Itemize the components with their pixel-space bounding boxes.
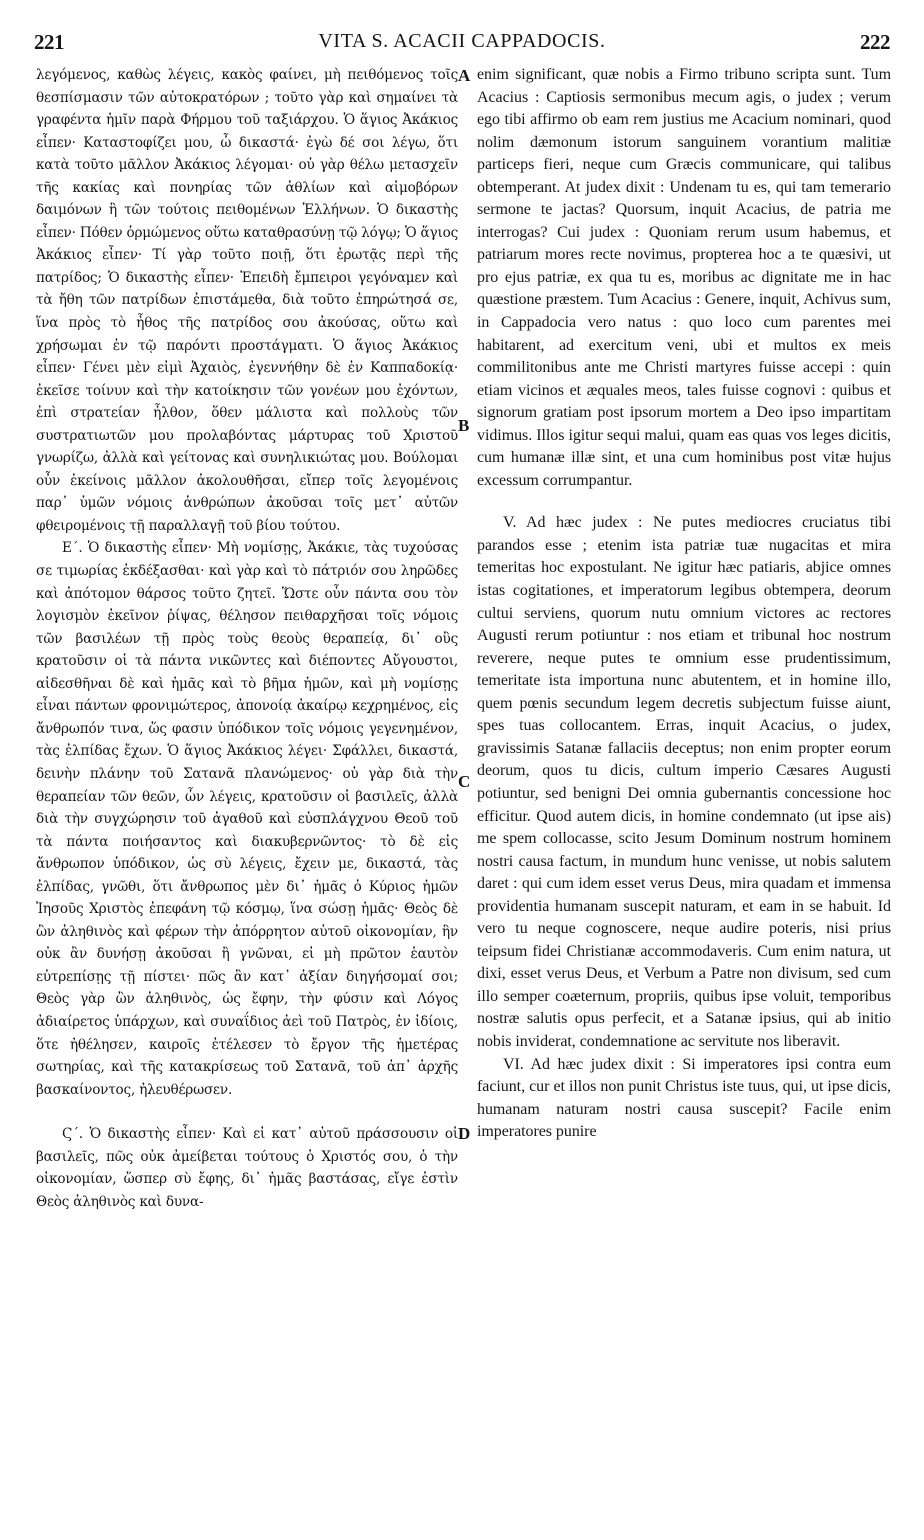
latin-column [477, 64, 891, 1534]
running-title: VITA S. ACACII CAPPADOCIS. [318, 30, 606, 52]
greek-column [36, 64, 458, 1534]
margin-marker-a: A [458, 66, 471, 85]
latin-paragraph-5: V. Ad hæc judex : Ne putes mediocres cruciatus tibi parandos esse ; etenim ista patriæ tuæ nugacitas et mira temeritas hoc expostulant. Ne igitur hæc patiaris, abjice omnes istas cogitationes, et imperatorum legibus obtempera, deorum cultui serviens, quorum nutu omnium victores ac rectores Augusti rerum potiuntur : nos etiam et tribunal hoc nostrum reverere, neque putes te omnium esse prudentissimum, temeritate ista importuna nunc abutentem, et in homine illo, quem pœnis secundum legem decretis subjectum fuisse aiunt, spes tuas collocantem. Erras, inquit Acacius, o judex, gravissimis Satanæ fallaciis deceptus; non enim propter eorum deorum, quos tu dicis, cultum imperio Cæsares Augusti potiuntur, sed benigni Dei omnia gubernantis concessione hoc efficitur. Quod autem dicis, in homine condemnato (ut ipse ais) me spem collocasse, scito Jesum Dominum nostrum hominem nostri causa factum, in mundum hunc venisse, ut nobis salutem daret : qui cum idem esset verus Deus, mira quadam et immensa providentia humanam suscepit naturam, et eam in se habuit. Id vero tu neque cognoscere, neque audire poteris, nisi prius teipsum fidei Christianæ accommodaveris. Cum enim natura, ut dixi, esset verus Deus, et Verbum a Patre non divisum, sed cum illo semper coæternum, propriis, quibus ipse voluit, temporibus nostræ salutis opus perfecit, et a Satanæ ipsius, qui ab initio nobis inviderat, condemnatione ac servitute nos liberavit. [477, 514, 891, 1050]
greek-paragraph-1: λεγόμενος, καθὼς λέγεις, κακὸς φαίνει, μὴ πειθόμενος τοῖς θεσπίσμασιν τῶν αὐτοκρατόρων ; τοῦτο γὰρ καὶ σημαίνει τὰ γραφέντα ἡμῖν παρὰ Φήρμου τοῦ ταξιάρχου. Ὁ ἅγιος Ἀκάκιος εἶπεν· Καταστοφίζει μου, ὦ δικαστά· ἐγὼ δέ σοι λέγω, ὅτι κατὰ τοῦτο μᾶλλον Ἀκάκιος λέγομαι· οὐ γὰρ θέλω μετασχεῖν τῆς κακίας καὶ πονηρίας τῶν ἀθλίων καὶ αἱμοβόρων δαιμόνων ἢ τῶν τούτοις πειθομένων Ἑλλήνων. Ὁ δικαστὴς εἶπεν· Πόθεν ὁρμώμενος οὕτω καταθρασύνῃ τῷ λόγῳ; Ὁ ἅγιος Ἀκάκιος εἶπεν· Τί γὰρ τοῦτο ποιῇ, ὅτι ἐρωτᾷς περὶ τῆς πατρίδος; Ὁ δικαστὴς εἶπεν· Ἐπειδὴ ἔμπειροι γεγόναμεν καὶ τὰ ἤθη τῶν πατρίδων ἐπιστάμεθα, διὰ τοῦτο ἐπηρώτησά σε, ἵνα πρὸς τὸ ἦθος τῆς πατρίδος σου ἀκούσας, οὕτω καὶ χρήσωμαι ἐν τῷ παρόντι προστάγματι. Ὁ ἅγιος Ἀκάκιος εἶπεν· Γένει μὲν εἰμὶ Ἀχαιὸς, ἐγεννήθην δὲ ἐν Καππαδοκίᾳ· ἐκεῖσε τοίνυν καὶ τὴν κατοίκησιν τῶν γονέων μου ἐχόντων, ἐπὶ στρατείαν ἦλθον, ὅθεν μάλιστα καὶ πολλοὺς τῶν συστρατιωτῶν μου προλαβόντας μάρτυρας τοῦ Χριστοῦ γνωρίζω, ἀλλὰ καὶ γείτονας καὶ συνηλικιώτας μου. Βούλομαι οὖν ἐκείνοις μᾶλλον ἀκολουθῆσαι, εἴπερ τοῖς λεγομένοις παρ᾽ ὑμῶν νόμοις ἀνθρώπων ἀκοῦσαι τοῖς μετ᾽ αὐτῶν φθειρομένοις τῇ παραλλαγῇ τοῦ βίου τούτου. [36, 67, 458, 534]
latin-paragraph-6: VI. Ad hæc judex dixit : Si imperatores ipsi contra eum faciunt, cur et illos non punit Christus iste tuus, qui, ut ipse dicis, humanam naturam nostri causa suscepit? Facile enim imperatores punire [477, 1055, 891, 1141]
margin-marker-b: B [458, 416, 470, 435]
page-number-right: 222 [860, 30, 890, 54]
greek-paragraph-5: Ε΄. Ὁ δικαστὴς εἶπεν· Μὴ νομίσῃς, Ἀκάκιε, τὰς τυχούσας σε τιμωρίας ἐκδέξασθαι· καὶ γὰρ καὶ τὸ πάτριόν σου ληρῶδες καὶ ἀπότομον θάρσος τοῦτο ζητεῖ. Ὥστε οὖν πάντα σου τὸν λογισμὸν ἐκεῖνον ῥίψας, θέλησον πειθαρχῆσαι τοῖς νόμοις τῶν βασιλέων τῇ πρὸς τοὺς θεοὺς θεραπείᾳ, δι᾽ οὓς κρατοῦσιν οἱ τὰ πάντα νικῶντες καὶ διέποντες Αὔγουστοι, αἰδεσθῆναι δὲ καὶ ἡμᾶς καὶ τὸ βῆμα ἡμῶν, καὶ μὴ νομίσῃς εἶναι πάντων φρονιμώτερος, ἀπονοίᾳ ἀκαίρῳ κεχρημένος, εἰς ἄνθρωπόν τινα, ὥς φασιν ὑπόδικον τοῖς νόμοις γεγενημένον, τὰς ἐλπίδας ἔχων. Ὁ ἅγιος Ἀκάκιος λέγει· Σφάλλει, δικαστά, δεινὴν πλάνην τοῦ Σατανᾶ πλανώμενος· οὐ γὰρ διὰ τὴν θεραπείαν τῶν θεῶν, ὧν λέγεις, κρατοῦσιν οἱ βασιλεῖς, ἀλλὰ διὰ τὴν συγχώρησιν τοῦ ἀγαθοῦ καὶ εὐσπλάγχνου Θεοῦ τοῦ τὰ πάντα ποιήσαντος καὶ διακυβερνῶντος· τὸ δὲ εἰς ἄνθρωπον ὑπόδικον, ὡς σὺ λέγεις, ἔχειν με, δικαστά, τὰς ἐλπίδας, γνῶθι, ὅτι ἄνθρωπος μὲν δι᾽ ἡμᾶς ὁ Κύριος ἡμῶν Ἰησοῦς Χριστὸς ἐπεφάνη τῷ κόσμῳ, ἵνα σώσῃ ἡμᾶς· Θεὸς δὲ ὢν ἀληθινὸς καὶ φέρων τὴν ἀπόρρητον αὐτοῦ οἰκονομίαν, ἣν οὐκ ἂν δυνήσῃ ἀκοῦσαι ἢ γνῶναι, εἰ μὴ πρῶτον ἑαυτὸν εὐτρεπίσῃς τῇ πίστει· πῶς ἂν κατ᾽ ἀξίαν διηγήσομαί σοι; Θεὸς γὰρ ὢν ἀληθινὸς, ὡς ἔφην, τὴν φύσιν καὶ Λόγος ἀδιαίρετος ὑπάρχων, καὶ συναΐδιος ἀεὶ τοῦ Πατρὸς, ἐν ἰδίοις, ὅτε ἠθέλησεν, καιροῖς ἐτέλεσεν τὸ ἔργον τῆς ἡμετέρας σωτηρίας, καὶ τῆς κατακρίσεως τοῦ Σατανᾶ, τοῦ ἀπ᾽ ἀρχῆς βασκαίνοντος, ἠλευθέρωσεν. [36, 540, 458, 1098]
greek-paragraph-6: Ϛ΄. Ὁ δικαστὴς εἶπεν· Καὶ εἰ κατ᾽ αὐτοῦ πράσσουσιν οἱ βασιλεῖς, πῶς οὐκ ἀμείβεται τούτους ὁ Χριστός σου, ὁ τὴν οἰκονομίαν, ὥσπερ σὺ ἔφης, δι᾽ ἡμᾶς βαστάσας, εἴγε ἐστὶν Θεὸς ἀληθινὸς καὶ δυνα- [36, 1126, 458, 1210]
margin-marker-c: C [458, 772, 471, 791]
running-header [0, 30, 924, 60]
latin-paragraph-1: enim significant, quæ nobis a Firmo tribuno scripta sunt. Tum Acacius : Captiosis sermonibus mecum agis, o judex ; verum ego tibi affirmo ob eam rem justius me Acacium nominari, quod nolim dæmonum istorum sanguinem vorantium malitiæ particeps fieri, neque cum Græcis communicare, qui talibus obtemperant. At judex dixit : Undenam tu es, qui tam temerario sermone te jactas? Quorsum, inquit Acacius, de patria me interrogas? Cui judex : Quoniam rerum usum habemus, et patriarum mores recte novimus, propterea hoc a te quæsivi, ut pro ejus patriæ, ex qua tu es, moribus ac dignitate me in hac quæstione præstem. Tum Acacius : Genere, inquit, Achivus sum, in Cappadocia vero natus : quo loco cum parentes mei habitarent, ad exercitum veni, ubi et multos ex meis commilitonibus ante me Christi martyres fuisse accepi : quin etiam vicinos et æquales meos, tales fuisse cognovi : quibus et signorum gratiam post ipsorum mortem a Deo ipso impartitam vidimus. Illos igitur sequi malui, quam eas quas vos leges dicitis, cum humanæ illæ sint, et una cum hominibus post vitæ hujus excessum corrumpantur. [477, 66, 891, 489]
margin-marker-d: D [458, 1124, 471, 1143]
page-number-left: 221 [34, 30, 64, 54]
